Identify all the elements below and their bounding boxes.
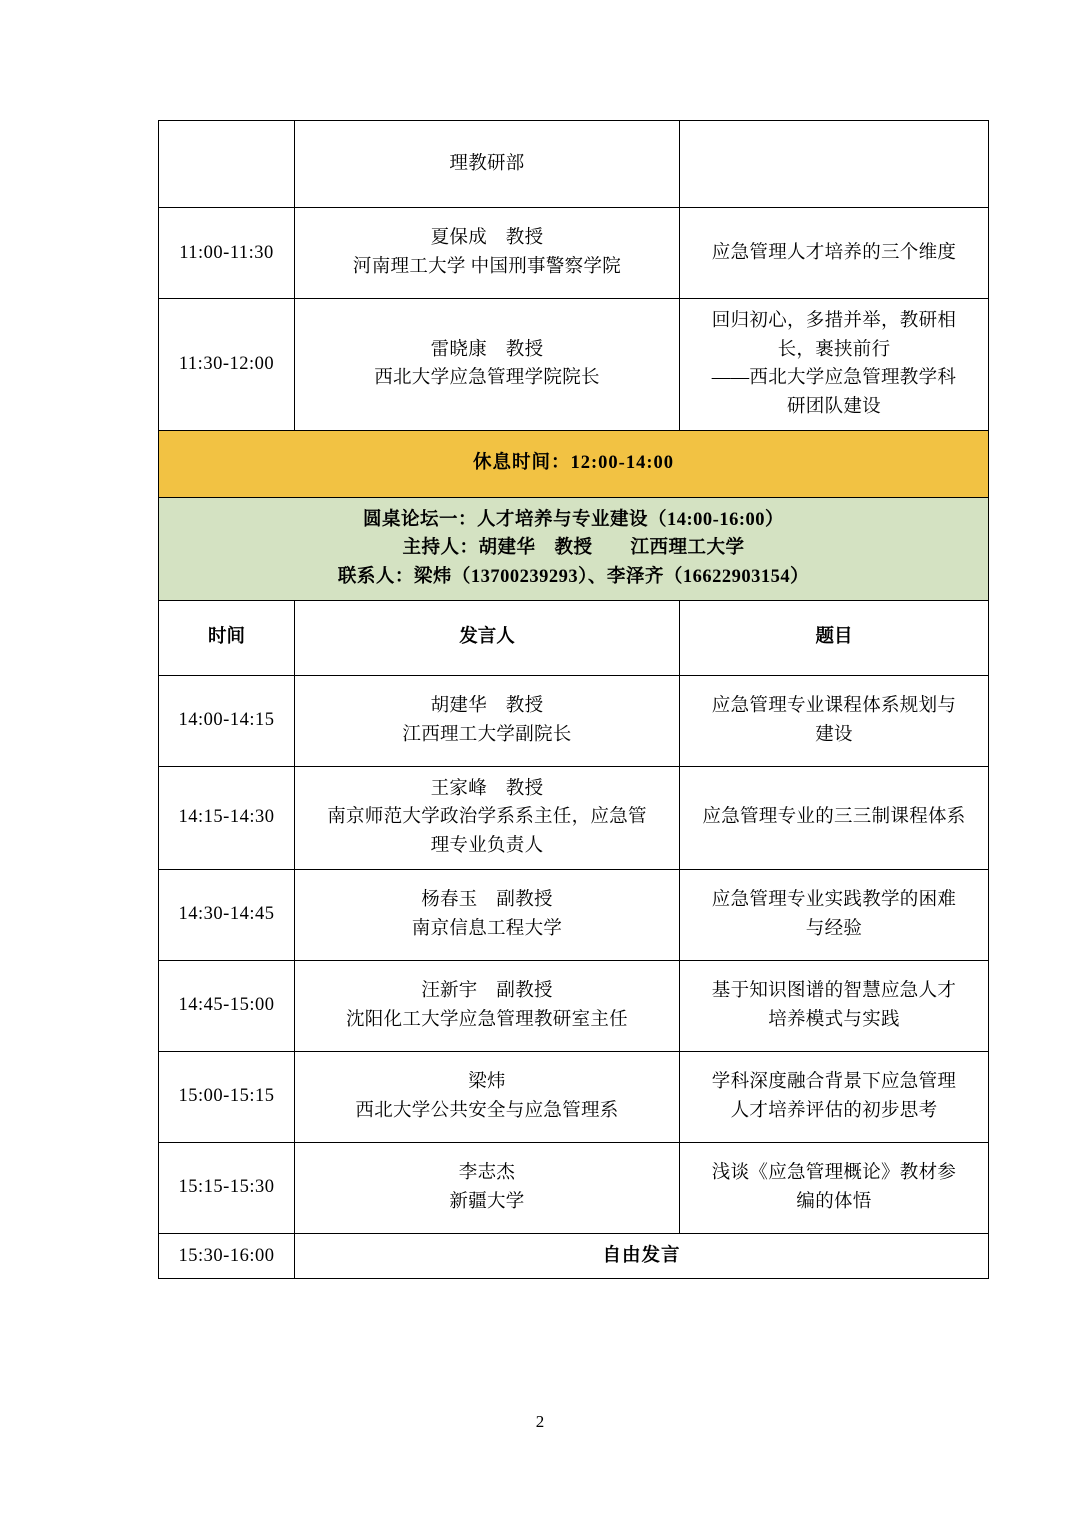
speaker-affiliation: 河南理工大学 中国刑事警察学院 xyxy=(352,257,622,277)
speaker-name: 杨春玉 副教授 xyxy=(421,890,553,911)
table-row xyxy=(159,869,989,960)
topic-line: 应急管理专业课程体系规划与 xyxy=(711,696,957,717)
forum-host: 主持人：胡建华 教授 江西理工大学 xyxy=(402,538,745,559)
topic-line: 基于知识图谱的智慧应急人才 xyxy=(711,981,957,1002)
speaker-name: 夏保成 教授 xyxy=(430,228,544,249)
cell-speaker xyxy=(295,766,680,869)
speaker-name: 胡建华 教授 xyxy=(430,696,544,717)
cell-topic: 应急管理人才培养的三个维度 xyxy=(680,208,989,299)
topic-line: 学科深度融合背景下应急管理 xyxy=(711,1072,957,1093)
cell-topic xyxy=(680,121,989,208)
cell-time: 14:15-14:30 xyxy=(159,766,295,869)
speaker-name: 汪新宇 副教授 xyxy=(421,981,553,1002)
table-header-row xyxy=(159,600,989,675)
cell-speaker xyxy=(295,1142,680,1233)
header-time: 时间 xyxy=(159,600,295,675)
topic-line: 浅谈《应急管理概论》教材参 xyxy=(711,1163,957,1184)
speaker-affiliation: 沈阳化工大学应急管理教研室主任 xyxy=(345,1009,628,1030)
forum-title: 圆桌论坛一：人才培养与专业建设（14:00-16:00） xyxy=(363,509,784,530)
topic-line: 回归初心，多措并举，教研相 xyxy=(711,311,957,331)
cell-speaker xyxy=(295,208,680,299)
speaker-affiliation: 南京师范大学政治学系系主任，应急管 xyxy=(327,807,647,828)
speaker-affiliation: 新疆大学 xyxy=(449,1191,525,1212)
header-topic: 题目 xyxy=(680,600,989,675)
cell-time: 14:45-15:00 xyxy=(159,960,295,1051)
cell-speaker xyxy=(295,675,680,766)
forum-banner xyxy=(159,497,989,600)
speaker-name: 李志杰 xyxy=(458,1163,516,1184)
table-row-free-talk xyxy=(159,1233,989,1279)
topic-line: 与经验 xyxy=(805,918,863,939)
speaker-affiliation: 江西理工大学副院长 xyxy=(402,724,572,745)
table-row xyxy=(159,960,989,1051)
cell-topic xyxy=(680,675,989,766)
cell-time: 15:30-16:00 xyxy=(159,1233,295,1279)
table-row xyxy=(159,1051,989,1142)
speaker-name: 梁炜 xyxy=(468,1072,506,1093)
speaker-name: 王家峰 教授 xyxy=(430,778,544,799)
forum-contact: 联系人：梁炜（13700239293）、李泽齐（16622903154） xyxy=(337,567,810,588)
table-row xyxy=(159,675,989,766)
speaker-affiliation-cont: 理专业负责人 xyxy=(430,836,544,857)
break-banner: 休息时间：12:00-14:00 xyxy=(159,430,989,497)
table-row xyxy=(159,299,989,431)
free-talk-label: 自由发言 xyxy=(295,1233,989,1279)
topic-line: 编的体悟 xyxy=(796,1191,872,1212)
table-row-break xyxy=(159,430,989,497)
cell-topic xyxy=(680,1142,989,1233)
speaker-affiliation: 西北大学应急管理学院院长 xyxy=(374,368,600,389)
cell-speaker xyxy=(295,869,680,960)
cell-topic xyxy=(680,1051,989,1142)
table-row-forum xyxy=(159,497,989,600)
speaker-affiliation: 南京信息工程大学 xyxy=(411,918,563,939)
cell-speaker xyxy=(295,299,680,431)
cell-topic xyxy=(680,299,989,431)
cell-time: 11:30-12:00 xyxy=(159,299,295,431)
cell-time xyxy=(159,121,295,208)
table-row xyxy=(159,1142,989,1233)
header-speaker: 发言人 xyxy=(295,600,680,675)
agenda-table xyxy=(158,120,989,1279)
speaker-affiliation: 西北大学公共安全与应急管理系 xyxy=(355,1100,619,1121)
speaker-name: 雷晓康 教授 xyxy=(430,339,544,360)
topic-line: 长，裹挟前行 xyxy=(777,339,891,360)
cell-topic: 应急管理专业的三三制课程体系 xyxy=(680,766,989,869)
cell-time: 15:15-15:30 xyxy=(159,1142,295,1233)
topic-line: 应急管理专业实践教学的困难 xyxy=(711,890,957,911)
topic-line: ——西北大学应急管理教学科 xyxy=(711,368,957,389)
topic-line: 建设 xyxy=(815,724,853,745)
topic-line: 人才培养评估的初步思考 xyxy=(730,1100,938,1121)
cell-topic xyxy=(680,869,989,960)
page-number: 2 xyxy=(535,1412,545,1431)
cell-time: 14:30-14:45 xyxy=(159,869,295,960)
cell-topic xyxy=(680,960,989,1051)
cell-speaker xyxy=(295,960,680,1051)
table-row xyxy=(159,208,989,299)
table-row xyxy=(159,766,989,869)
topic-line: 培养模式与实践 xyxy=(768,1009,900,1030)
cell-time: 15:00-15:15 xyxy=(159,1051,295,1142)
table-row xyxy=(159,121,989,208)
cell-speaker xyxy=(295,1051,680,1142)
cell-time: 11:00-11:30 xyxy=(159,208,295,299)
cell-speaker: 理教研部 xyxy=(295,121,680,208)
topic-line: 研团队建设 xyxy=(786,397,881,418)
cell-time: 14:00-14:15 xyxy=(159,675,295,766)
